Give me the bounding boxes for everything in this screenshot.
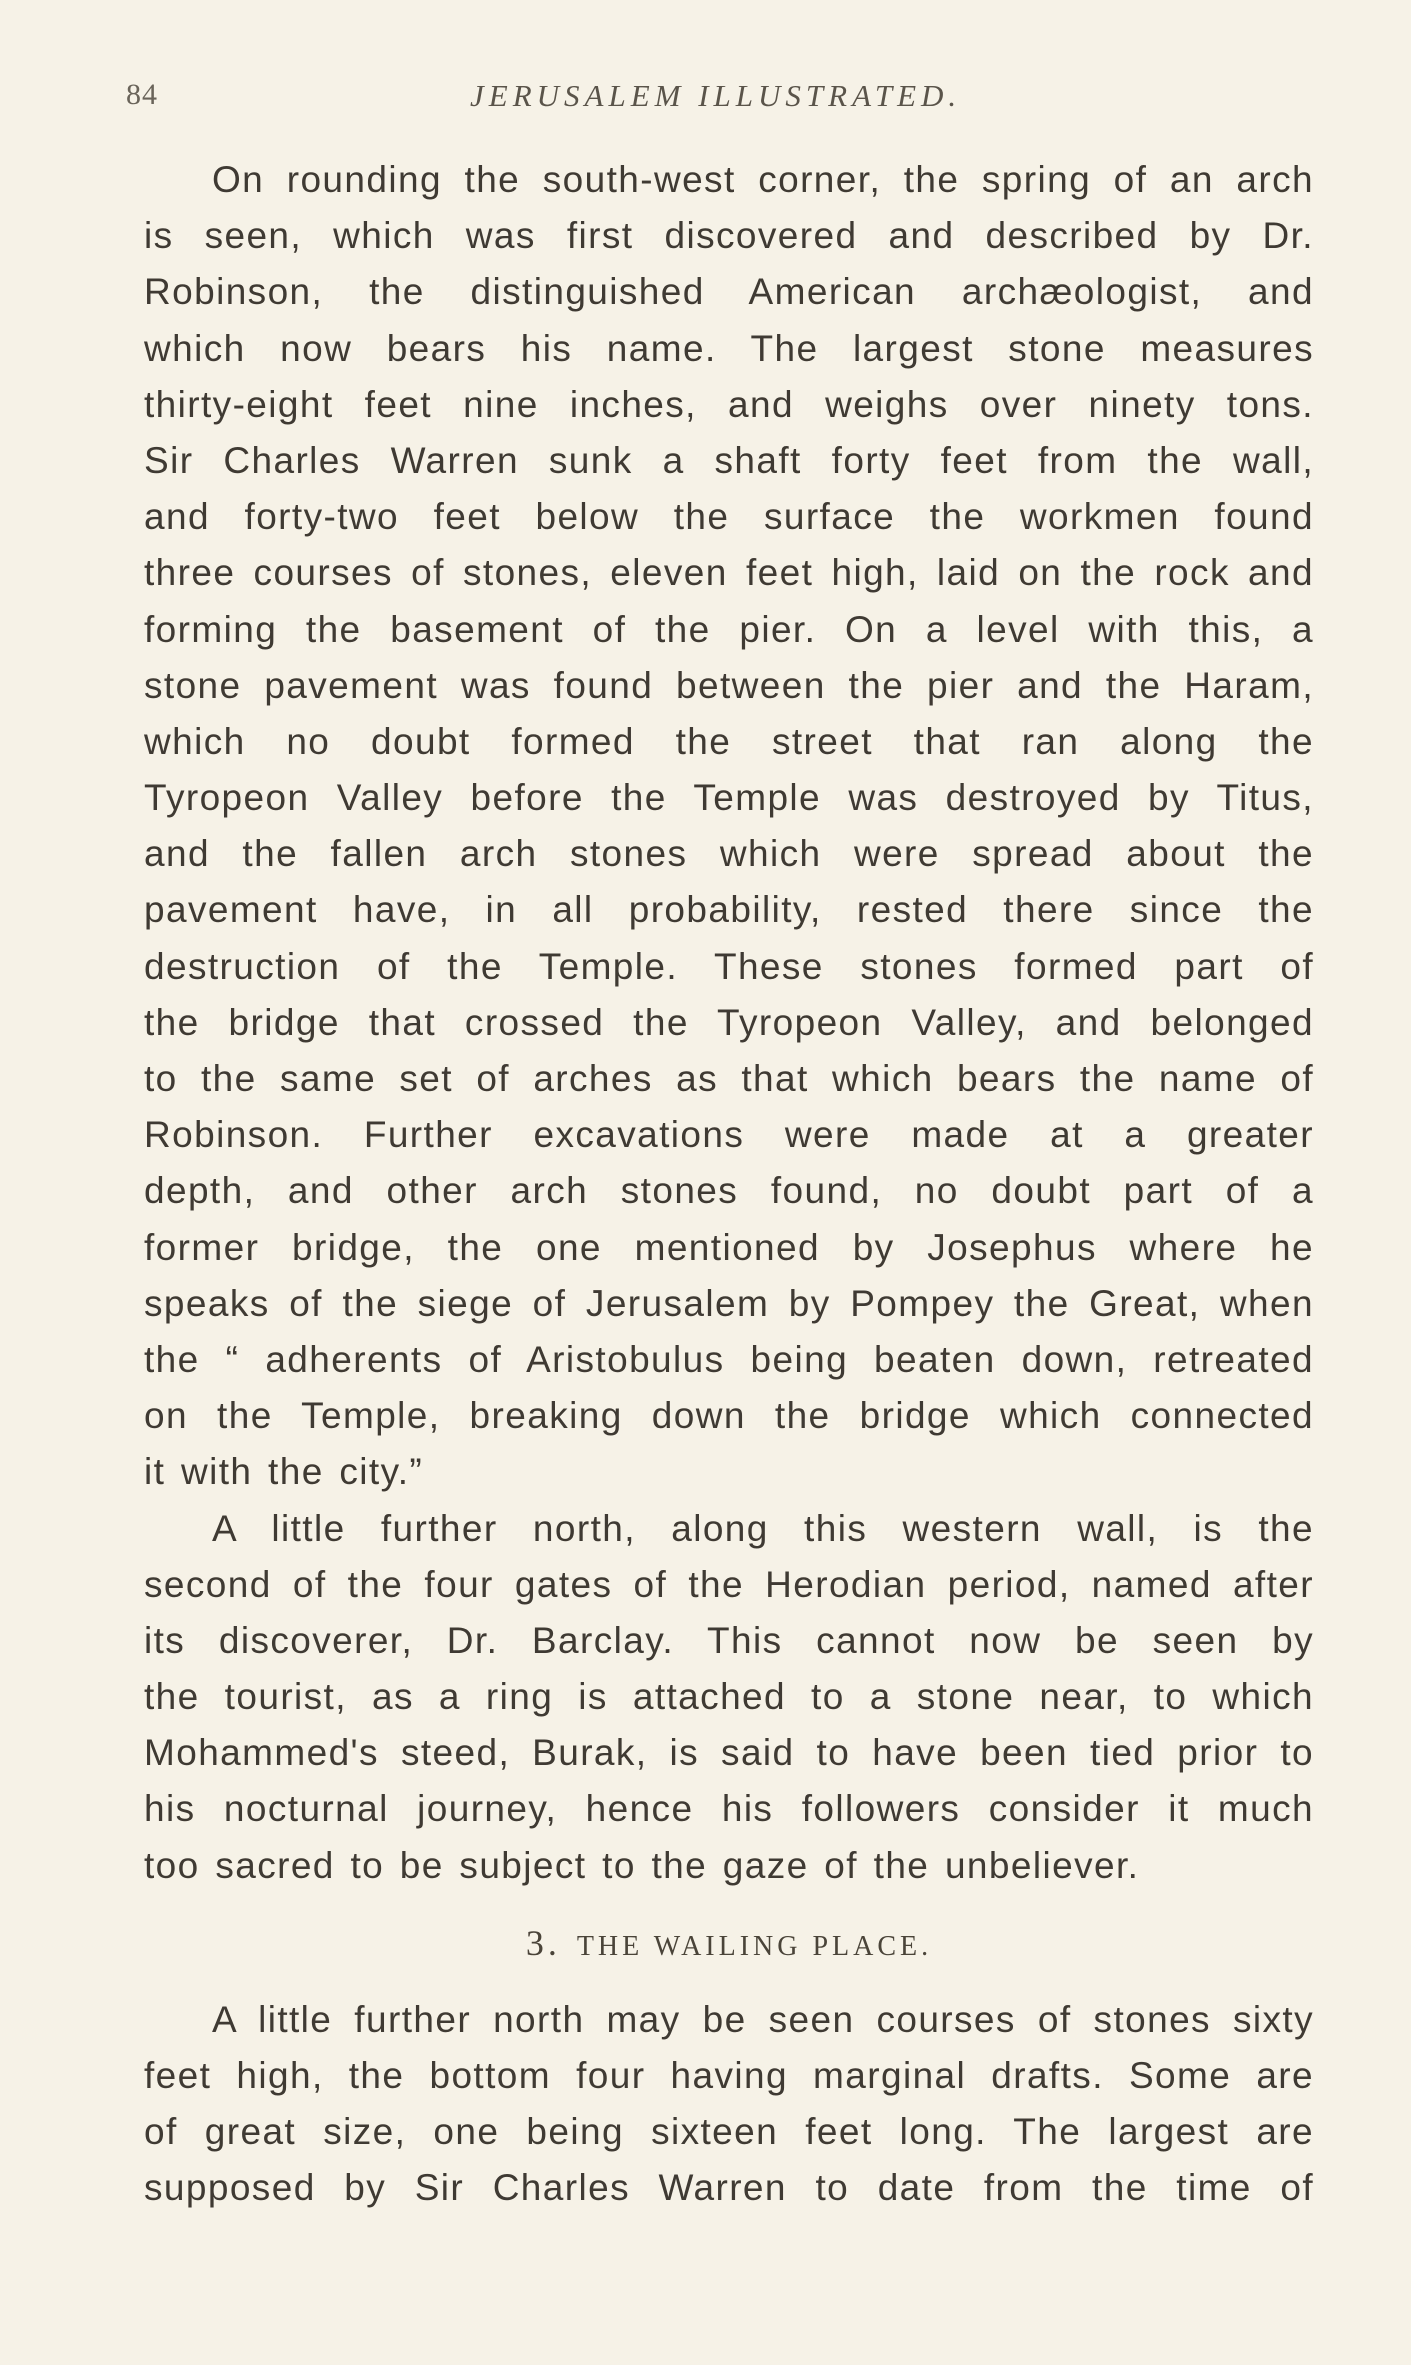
text-line: of great size, one being sixteen feet long. The largest are xyxy=(144,2111,1314,2153)
text-line: the bridge that crossed the Tyropeon Valley, and belonged xyxy=(144,1001,1314,1043)
text-line: its discoverer, Dr. Barclay. This cannot now be seen by xyxy=(144,1619,1314,1661)
text-line: A little further north may be seen courses of stones sixty xyxy=(212,1998,1314,2040)
section-title: THE WAILING PLACE. xyxy=(576,1930,933,1962)
paragraph xyxy=(144,1992,1314,2217)
section-heading xyxy=(144,1894,1314,1992)
text-line: the tourist, as a ring is attached to a stone near, to which xyxy=(144,1676,1314,1718)
text-line: former bridge, the one mentioned by Josephus where he xyxy=(144,1226,1314,1268)
body-text xyxy=(144,152,1314,2217)
paragraph xyxy=(144,1501,1314,1894)
text-line: and the fallen arch stones which were spread about the xyxy=(144,833,1314,875)
running-head xyxy=(0,78,1411,118)
text-line: On rounding the south-west corner, the spring of an arch xyxy=(212,159,1314,200)
text-line: thirty-eight feet nine inches, and weighs over ninety tons. xyxy=(144,383,1314,425)
text-line: to the same set of arches as that which bears the name of xyxy=(144,1058,1314,1099)
text-line: which no doubt formed the street that ran along the xyxy=(144,720,1314,762)
text-line: too sacred to be subject to the gaze of the unbeliever. xyxy=(144,1844,1140,1886)
text-line: Mohammed's steed, Burak, is said to have been tied prior to xyxy=(144,1732,1314,1774)
text-line: Robinson. Further excavations were made at a greater xyxy=(144,1114,1314,1156)
text-line: feet high, the bottom four having marginal drafts. Some are xyxy=(144,2055,1314,2096)
text-line: forming the basement of the pier. On a level with this, a xyxy=(144,608,1314,650)
text-line: depth, and other arch stones found, no doubt part of a xyxy=(144,1170,1314,1212)
text-line: second of the four gates of the Herodian period, named after xyxy=(144,1563,1314,1605)
paragraph xyxy=(144,152,1314,1501)
page-number: 84 xyxy=(126,78,158,111)
text-line: pavement have, in all probability, rested there since the xyxy=(144,889,1314,931)
text-line: stone pavement was found between the pier and the Haram, xyxy=(144,664,1314,706)
text-line: speaks of the siege of Jerusalem by Pompey the Great, when xyxy=(144,1282,1314,1324)
section-number: 3. xyxy=(525,1922,561,1963)
text-line: his nocturnal journey, hence his followers consider it much xyxy=(144,1788,1314,1830)
text-line: on the Temple, breaking down the bridge which connected xyxy=(144,1395,1314,1437)
running-title: JERUSALEM ILLUSTRATED. xyxy=(470,78,962,113)
text-line: is seen, which was first discovered and described by Dr. xyxy=(144,215,1314,257)
text-line: Robinson, the distinguished American archæologist, and xyxy=(144,271,1314,313)
text-line: the “ adherents of Aristobulus being beaten down, retreated xyxy=(144,1338,1314,1380)
text-line: three courses of stones, eleven feet high, laid on the rock and xyxy=(144,552,1314,594)
text-line: supposed by Sir Charles Warren to date from the time of xyxy=(144,2167,1314,2209)
text-line: Tyropeon Valley before the Temple was destroyed by Titus, xyxy=(144,777,1314,819)
text-line: destruction of the Temple. These stones formed part of xyxy=(144,945,1314,987)
text-line: Sir Charles Warren sunk a shaft forty feet from the wall, xyxy=(144,439,1314,481)
text-line: it with the city.” xyxy=(144,1451,424,1493)
text-line: A little further north, along this western wall, is the xyxy=(212,1507,1314,1549)
text-line: which now bears his name. The largest stone measures xyxy=(144,327,1314,369)
text-line: and forty-two feet below the surface the workmen found xyxy=(144,496,1314,538)
